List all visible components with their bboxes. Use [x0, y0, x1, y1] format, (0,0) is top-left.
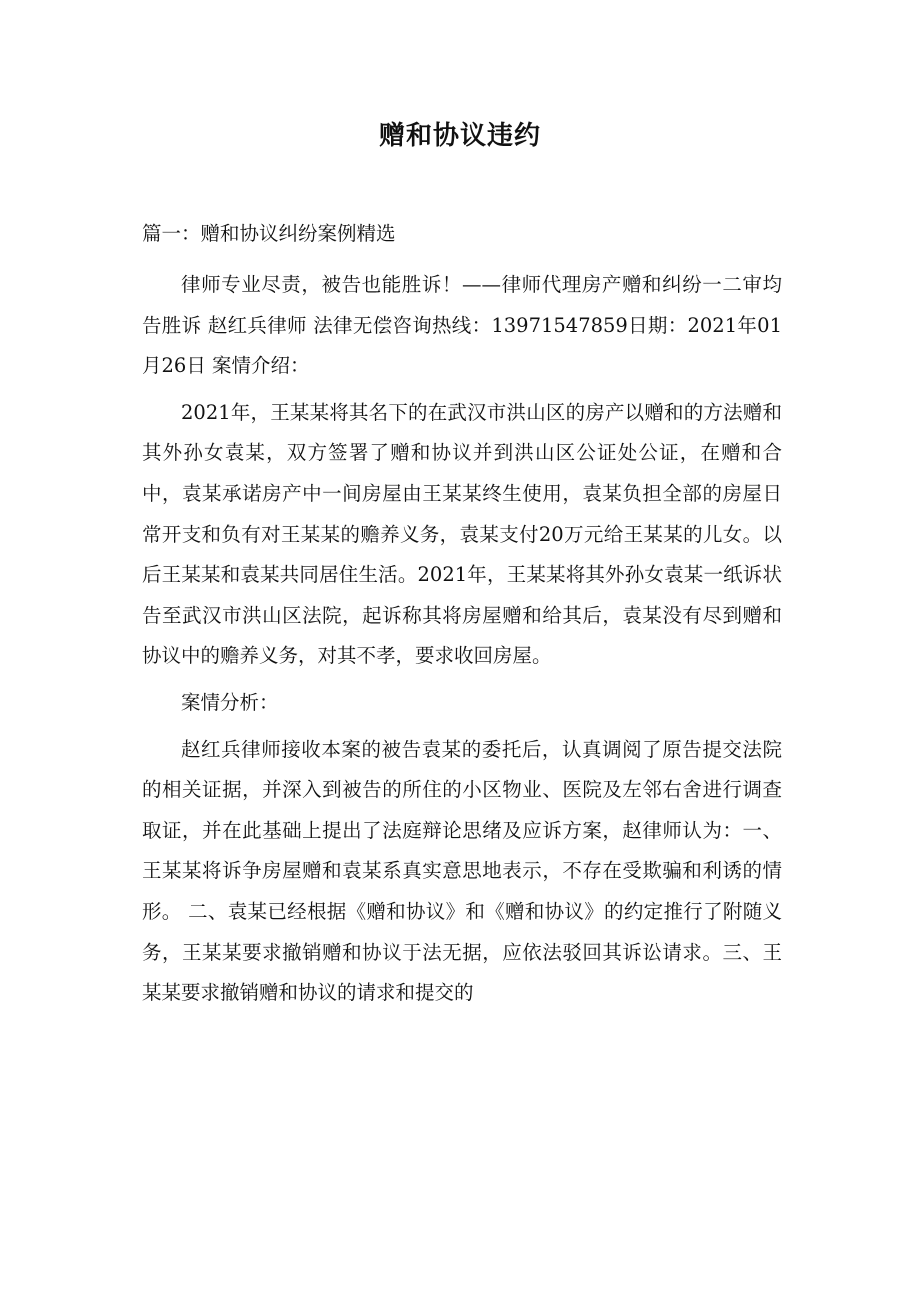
paragraph-intro: 律师专业尽责，被告也能胜诉！——律师代理房产赠和纠纷一二审均告胜诉 赵红兵律师 法律无偿咨询热线：13971547859日期：2021年01月26日 案情介绍： [142, 273, 782, 378]
paragraph-analysis-heading: 案情分析： [181, 690, 279, 714]
section-heading: 篇一：赠和协议纠纷案例精选 [142, 222, 396, 245]
paragraph-analysis: 赵红兵律师接收本案的被告袁某的委托后，认真调阅了原告提交法院的相关证据，并深入到被告的所住的小区物业、医院及左邻右舍进行调查取证，并在此基础上提出了法庭辩论思绪及应诉方案，赵律师认为：一、王某某将诉争房屋赠和袁某系真实意思地表示，不存在受欺骗和利诱的情形。 二、袁某已经根据《赠和协议》和《赠和协议》的约定推行了附随义务，王某某要求撤销赠和协议于法无据，应依法驳回其诉讼请求。三、王某某要求撤销赠和协议的请求和提交的 [142, 737, 782, 1005]
document-title: 赠和协议违约 [378, 121, 541, 151]
document-body [142, 214, 782, 1014]
paragraph-case-facts: 2021年，王某某将其名下的在武汉市洪山区的房产以赠和的方法赠和其外孙女袁某，双方签署了赠和协议并到洪山区公证处公证，在赠和合中，袁某承诺房产中一间房屋由王某某终生使用，袁某负担全部的房屋日常开支和负有对王某某的赡养义务，袁某支付20万元给王某某的儿女。以后王某某和袁某共同居住生活。2021年，王某某将其外孙女袁某一纸诉状告至武汉市洪山区法院，起诉称其将房屋赠和给其后，袁某没有尽到赠和协议中的赡养义务，对其不孝，要求收回房屋。 [142, 400, 782, 668]
